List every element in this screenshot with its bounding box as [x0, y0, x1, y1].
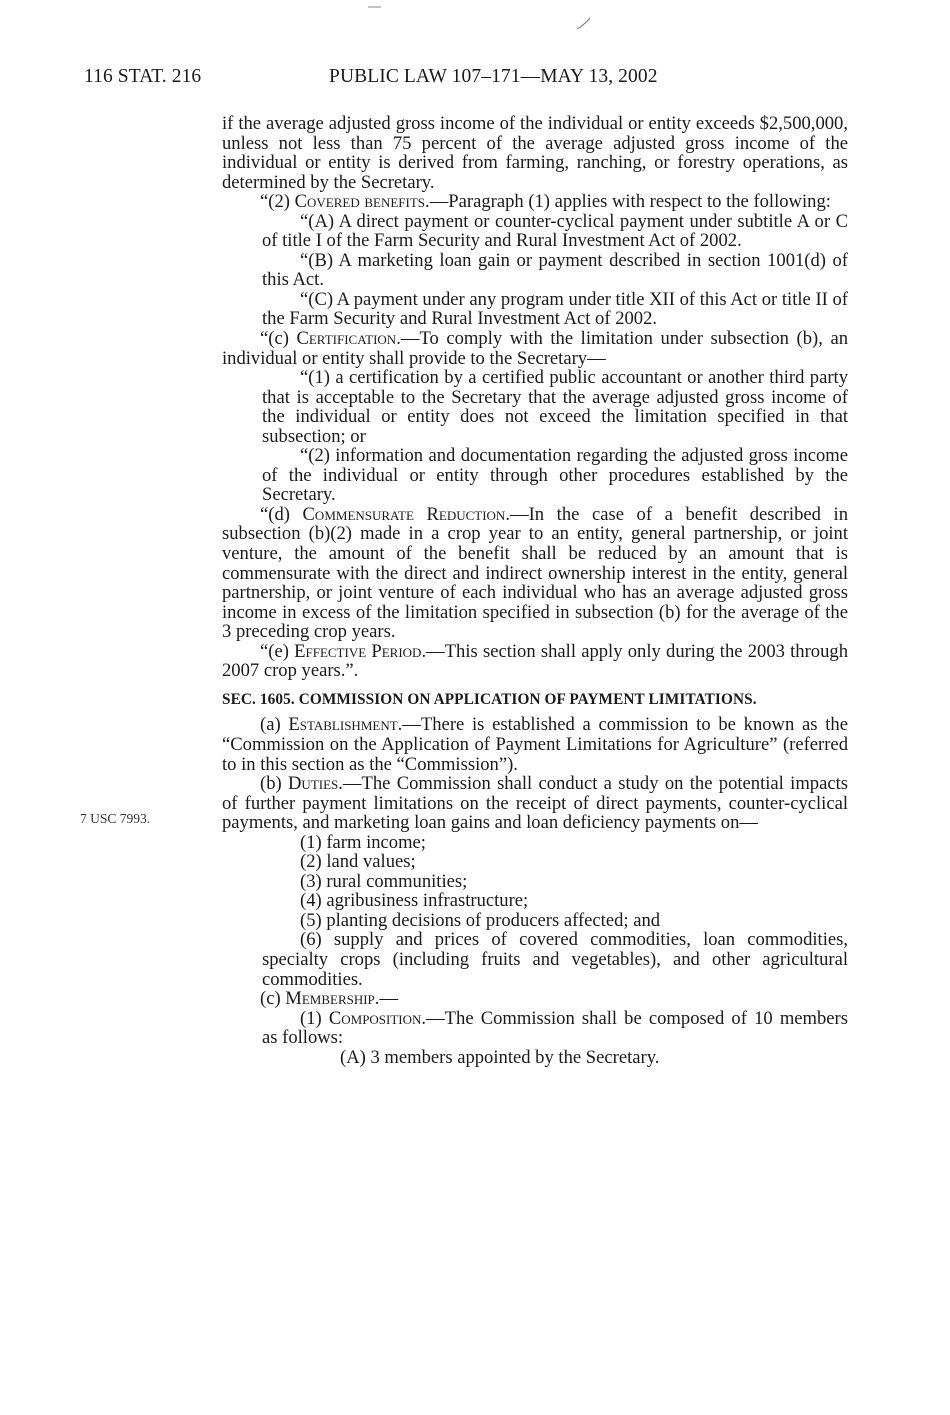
clause-heading: Effective Period [294, 640, 422, 662]
clause-text: There is established a commission to be known as the “Commission on the Application of Payment Limitations for Agriculture” (referred to in this section as the “Commission”). [222, 714, 848, 775]
clause-heading: Commensurate Reduction [302, 503, 506, 525]
statute-page-number: 116 STAT. 216 [84, 66, 202, 87]
paragraph-composition [222, 1009, 848, 1048]
heading-dash: .— [421, 640, 445, 662]
heading-dash: .— [396, 328, 420, 350]
clause-number: (c) [260, 988, 286, 1010]
clause-number: “(c) [260, 328, 297, 350]
heading-dash: .— [425, 191, 449, 213]
clause-text: To comply with the limitation under subsection (b), an individual or entity shall provide to the Secretary— [222, 328, 848, 369]
clause-text: The Commission shall conduct a study on the potential impacts of further payment limitations on the receipt of direct payments, counter-cyclical payments, and marketing loan gains and loan deficiency payments on— [222, 773, 848, 834]
composition-item-a: (A) 3 members appointed by the Secretary. [340, 1046, 660, 1068]
duties-item-3: (3) rural communities; [300, 870, 468, 892]
clause-text: This section shall apply only during the 2003 through 2007 crop years.”. [222, 640, 848, 682]
clause-heading: Establishment [288, 714, 398, 736]
clause-heading: Covered benefits [294, 191, 426, 213]
subparagraph-c: “(C) A payment under any program under title XII of this Act or title II of the Farm Security and Rural Investment Act of 2002. [262, 288, 848, 330]
clause-heading: Certification [296, 328, 397, 350]
paragraph-certification [222, 329, 848, 368]
paragraph-effective-period [222, 642, 848, 681]
clause-number: “(2) [260, 191, 295, 213]
heading-dash: .— [338, 773, 362, 795]
subparagraph-a: “(A) A direct payment or counter-cyclical payment under subtitle A or C of title I of the Farm Security and Rural Investment Act of 2002. [262, 210, 848, 252]
paragraph-membership [222, 989, 848, 1009]
heading-dash: .— [374, 988, 399, 1010]
heading-dash: .— [397, 714, 421, 736]
duties-item-2: (2) land values; [300, 851, 416, 873]
page-header [0, 66, 950, 92]
clause-heading: Composition [328, 1007, 422, 1029]
duties-item-4: (4) agribusiness infrastructure; [300, 890, 529, 912]
running-head: PUBLIC LAW 107–171—MAY 13, 2002 [329, 66, 658, 87]
heading-dash: .— [421, 1007, 445, 1029]
paragraph-commensurate-reduction [222, 505, 848, 642]
duties-item-5: (5) planting decisions of producers affected; and [300, 909, 661, 931]
clause-number: (a) [260, 714, 289, 736]
paragraph-duties [222, 774, 848, 833]
clause-heading: Duties [288, 773, 339, 795]
statute-body [222, 114, 848, 1067]
subparagraph-b: “(B) A marketing loan gain or payment described in section 1001(d) of this Act. [262, 249, 848, 291]
paragraph-covered-benefits [222, 192, 848, 212]
clause-number: “(e) [260, 640, 295, 662]
certification-item-2: “(2) information and documentation regarding the adjusted gross income of the individual or entity through other procedures established by the Secretary. [262, 445, 848, 506]
paragraph-income-limit: if the average adjusted gross income of the individual or entity exceeds $2,500,000, unless not less than 75 percent of the average adjusted gross income of the individual or entity is derived from farming, ranching, or forestry operations, as determined by the Secretary. [222, 113, 848, 193]
certification-item-1: “(1) a certification by a certified public accountant or another third party that is acceptable to the Secretary that the average adjusted gross income of the individual or entity does not exceed the limitation specified in that subsection; or [262, 367, 848, 447]
section-heading: SEC. 1605. COMMISSION ON APPLICATION OF PAYMENT LIMITATIONS. [222, 690, 757, 708]
scan-mark-tick [577, 18, 590, 29]
duties-item-1: (1) farm income; [300, 831, 426, 853]
paragraph-establishment [222, 715, 848, 774]
clause-heading: Membership [285, 988, 375, 1010]
clause-text: The Commission shall be composed of 10 members as follows: [262, 1007, 848, 1049]
scan-marks [0, 0, 950, 60]
heading-dash: .— [505, 503, 529, 525]
clause-text: In the case of a benefit described in subsection (b)(2) made in a crop year to an entity, general partnership, or joint venture, the amount of the benefit shall be reduced by an amount that is commensurate with the direct and indirect ownership interest in the entity, general partnership, or joint venture of each individual who has an average adjusted gross income in excess of the limitation specified in subsection (b) for the average of the 3 preceding crop years. [222, 503, 848, 643]
duties-item-6: (6) supply and prices of covered commodities, loan commodities, specialty crops (including fruits and vegetables), and other agricultural commodities. [262, 929, 848, 990]
clause-number: “(d) [260, 503, 303, 525]
clause-number: (1) [300, 1007, 329, 1029]
clause-text: Paragraph (1) applies with respect to the following: [448, 191, 831, 213]
margin-citation: 7 USC 7993. [80, 811, 151, 826]
clause-number: (b) [260, 773, 288, 795]
